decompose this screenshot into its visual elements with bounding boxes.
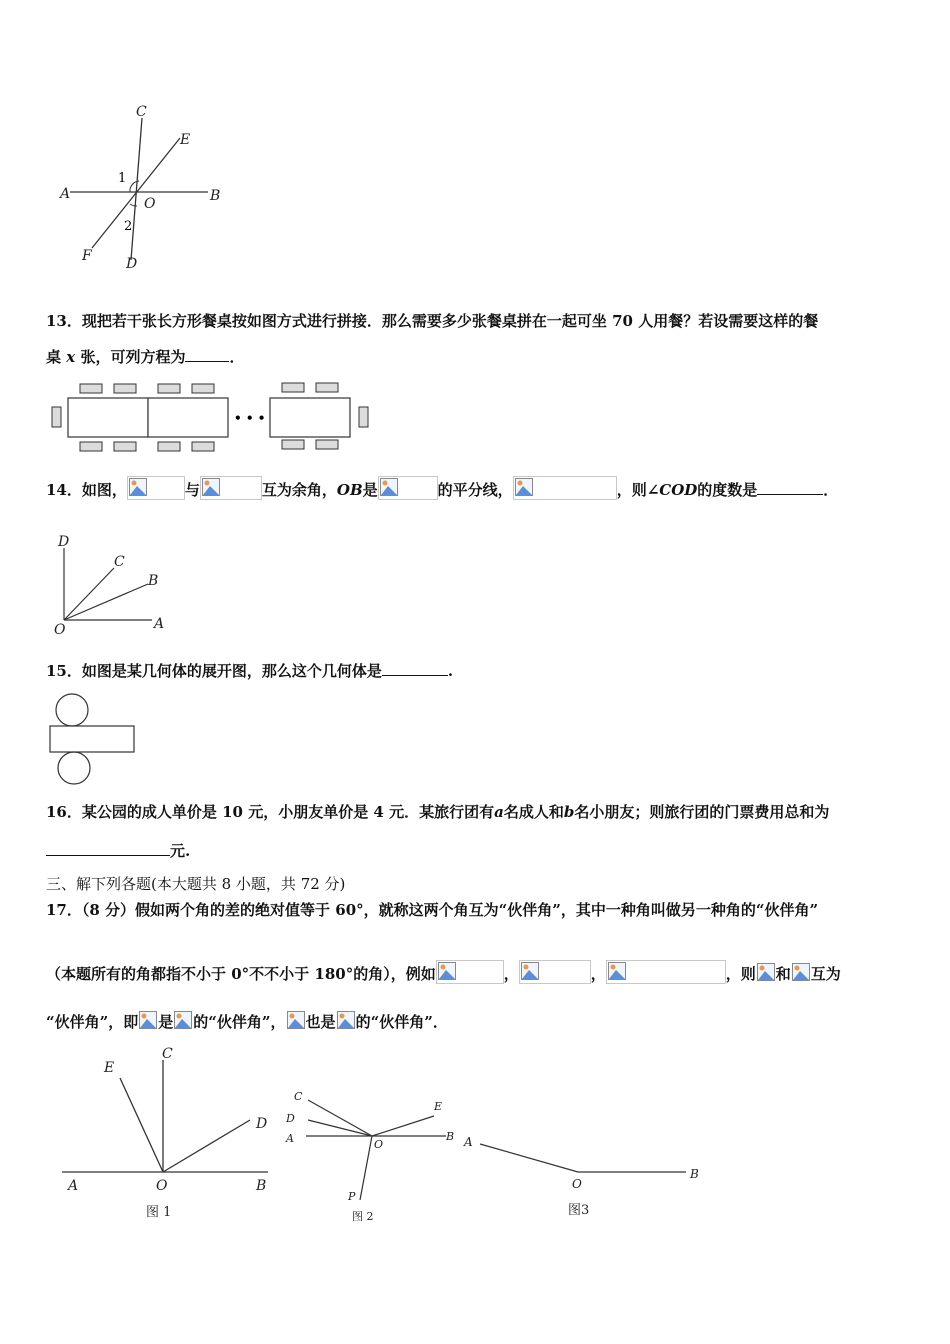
q16-text-post: 名小朋友；则旅行团的门票费用总和为 bbox=[574, 803, 830, 821]
q13-end: ． bbox=[229, 348, 245, 366]
broken-image-icon bbox=[515, 478, 533, 496]
q13-text-pre: 桌 bbox=[46, 348, 62, 366]
q13-line2 bbox=[46, 346, 244, 367]
fig3-label-o: O bbox=[572, 1177, 582, 1191]
q15-text: 15．如图是某几何体的展开图，那么这个几何体是 bbox=[46, 662, 382, 680]
q17-text-e: 的“伙伴角”． bbox=[355, 1013, 448, 1031]
section-3-heading: 三、解下列各题(本大题共 8 小题，共 72 分) bbox=[46, 875, 346, 893]
fig2-label-d: D bbox=[286, 1112, 295, 1125]
q16-text-mid: 名成人和 bbox=[503, 803, 564, 821]
formula-image-10 bbox=[138, 1010, 158, 1032]
q17-then: ，则 bbox=[725, 965, 756, 983]
q17-comma-2: ， bbox=[590, 965, 606, 983]
fig2-label-e: E bbox=[434, 1100, 443, 1113]
figure-cylinder-net bbox=[46, 692, 138, 786]
label-o: O bbox=[54, 622, 66, 638]
q14-num: 14．如图， bbox=[46, 481, 127, 499]
fig1-label-o: O bbox=[156, 1178, 168, 1194]
formula-image-5 bbox=[436, 960, 504, 984]
q16-line2 bbox=[46, 840, 190, 861]
q14-cod: COD bbox=[659, 481, 698, 499]
label-d: D bbox=[58, 534, 70, 550]
broken-image-icon bbox=[337, 1011, 355, 1029]
label-f: F bbox=[82, 248, 92, 264]
q17-and: 和 bbox=[775, 965, 791, 983]
fig1-label-c: C bbox=[162, 1046, 173, 1062]
broken-image-icon bbox=[757, 963, 775, 981]
label-c: C bbox=[136, 104, 147, 120]
figures-q17 bbox=[50, 1040, 730, 1230]
q13-text-post: 张，可列方程为 bbox=[80, 348, 186, 366]
q17-mutual: 互为 bbox=[810, 965, 841, 983]
angle-2-label: 2 bbox=[124, 219, 133, 234]
figure-dining-tables bbox=[46, 378, 376, 458]
q17-line3 bbox=[46, 1010, 448, 1032]
broken-image-icon bbox=[129, 478, 147, 496]
figure-1 bbox=[62, 1046, 268, 1220]
figure-angle-rays bbox=[48, 530, 178, 640]
q13-var-x: x bbox=[66, 348, 76, 366]
broken-image-icon bbox=[139, 1011, 157, 1029]
fig2-caption: 图 2 bbox=[352, 1210, 374, 1223]
broken-image-icon bbox=[287, 1011, 305, 1029]
formula-image-11 bbox=[173, 1010, 193, 1032]
label-b: B bbox=[210, 188, 221, 204]
q16-text-pre: 16．某公园的成人单价是 10 元，小朋友单价是 4 元．某旅行团有 bbox=[46, 803, 495, 821]
label-a: A bbox=[60, 186, 71, 202]
label-b: B bbox=[148, 573, 159, 589]
angle-1-label: 1 bbox=[118, 171, 127, 186]
formula-image-3 bbox=[378, 476, 438, 500]
broken-image-icon bbox=[608, 962, 626, 980]
fig3-label-b: B bbox=[690, 1167, 699, 1181]
q16-var-b: b bbox=[563, 803, 575, 821]
q14-deg: 的度数是 bbox=[697, 481, 758, 499]
q17-text-pre: （本题所有的角都指不小于 0°不不小于 180°的角），例如 bbox=[46, 965, 436, 983]
fig2-label-o: O bbox=[374, 1138, 384, 1151]
fig2-label-c: C bbox=[294, 1090, 303, 1103]
fig1-label-b: B bbox=[256, 1178, 267, 1194]
fig1-label-e: E bbox=[104, 1060, 115, 1076]
q15-answer-blank[interactable] bbox=[382, 675, 448, 676]
label-d: D bbox=[126, 256, 138, 272]
q13-answer-blank[interactable] bbox=[185, 361, 229, 362]
formula-image-9 bbox=[791, 962, 811, 984]
q17-line1: 17．（8 分）假如两个角的差的绝对值等于 60°，就称这两个角互为“伙伴角”，其中一种角叫做另一种角的“伙伴角” bbox=[46, 901, 819, 919]
q15-line bbox=[46, 660, 453, 681]
formula-image-12 bbox=[286, 1010, 306, 1032]
tables-ellipsis: • • • bbox=[234, 411, 266, 425]
fig1-label-d: D bbox=[256, 1116, 268, 1132]
q16-var-a: a bbox=[494, 803, 504, 821]
fig2-label-a: A bbox=[286, 1132, 294, 1145]
fig3-label-a: A bbox=[464, 1135, 473, 1149]
q14-is: 是 bbox=[362, 481, 378, 499]
q14-line bbox=[46, 476, 838, 500]
q16-answer-blank[interactable] bbox=[46, 855, 170, 856]
fig3-caption: 图3 bbox=[568, 1203, 590, 1218]
fig2-label-p: P bbox=[348, 1190, 356, 1203]
formula-image-4 bbox=[513, 476, 617, 500]
formula-image-13 bbox=[336, 1010, 356, 1032]
broken-image-icon bbox=[438, 962, 456, 980]
broken-image-icon bbox=[174, 1011, 192, 1029]
q14-comp: 互为余角， bbox=[261, 481, 337, 499]
formula-image-1 bbox=[127, 476, 185, 500]
label-o: O bbox=[144, 196, 156, 212]
q14-answer-blank[interactable] bbox=[757, 494, 823, 495]
q15-end: . bbox=[447, 662, 454, 680]
q14-then: ，则∠ bbox=[616, 481, 660, 499]
formula-image-6 bbox=[519, 960, 591, 984]
formula-image-8 bbox=[756, 962, 776, 984]
q14-bisector: 的平分线， bbox=[437, 481, 513, 499]
figure-intersecting-lines bbox=[50, 98, 240, 278]
figure-3 bbox=[463, 1135, 699, 1218]
fig2-label-b: B bbox=[446, 1130, 455, 1143]
fig1-label-a: A bbox=[68, 1178, 79, 1194]
q17-text-a: “伙伴角”，即 bbox=[46, 1013, 139, 1031]
q14-ob: OB bbox=[336, 481, 363, 499]
broken-image-icon bbox=[380, 478, 398, 496]
q14-end: ． bbox=[823, 481, 839, 499]
formula-image-2 bbox=[200, 476, 262, 500]
q17-text-b: 是 bbox=[158, 1013, 174, 1031]
q17-text-d: 也是 bbox=[305, 1013, 336, 1031]
q13-line1: 13．现把若干张长方形餐桌按如图方式进行拼接．那么需要多少张餐桌拼在一起可坐 70 人用餐？若设需要这样的餐 bbox=[46, 312, 819, 330]
broken-image-icon bbox=[202, 478, 220, 496]
q16-line1 bbox=[46, 801, 829, 822]
fig1-caption: 图 1 bbox=[146, 1205, 172, 1220]
broken-image-icon bbox=[521, 962, 539, 980]
q14-with: 与 bbox=[184, 481, 200, 499]
formula-image-7 bbox=[606, 960, 726, 984]
q17-line2 bbox=[46, 960, 841, 984]
q17-text-c: 的“伙伴角”， bbox=[193, 1013, 286, 1031]
label-a: A bbox=[154, 616, 165, 632]
q16-end: 元. bbox=[170, 842, 191, 860]
label-e: E bbox=[180, 132, 191, 148]
figure-2 bbox=[285, 1090, 454, 1223]
broken-image-icon bbox=[792, 963, 810, 981]
label-c: C bbox=[114, 554, 125, 570]
q17-comma-1: ， bbox=[503, 965, 519, 983]
